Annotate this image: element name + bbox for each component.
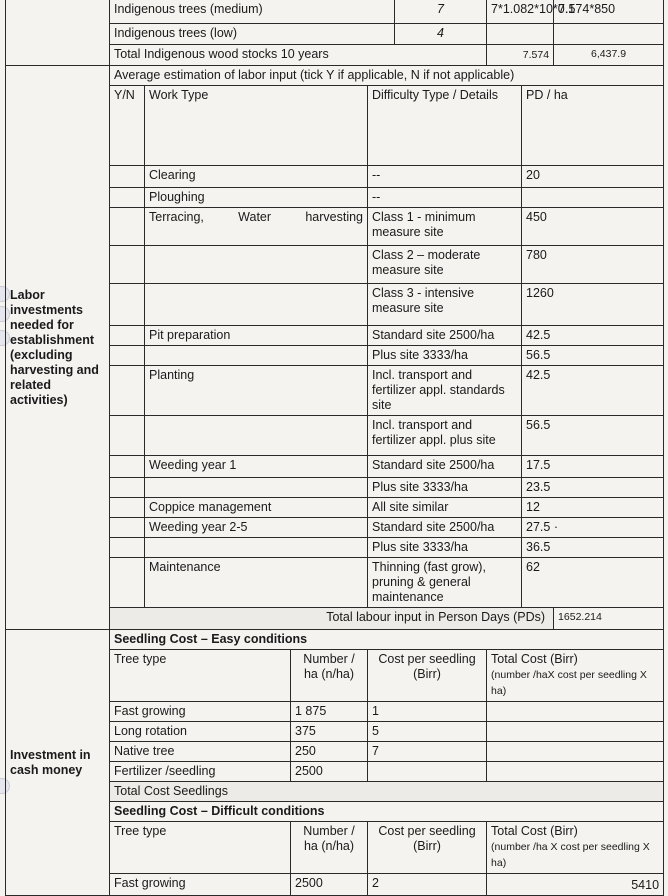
table-row: Class 3 - intensive measure site 1260 (6, 284, 664, 326)
table-row: Long rotation 375 5 (6, 722, 664, 742)
investment-table (5, 0, 664, 896)
table-row (6, 66, 664, 86)
labor-intro: Average estimation of labor input (tick Y if applicable, N if not applicable) (110, 66, 664, 86)
table-row: Ploughing -- (6, 188, 664, 208)
yn-cell[interactable] (110, 518, 145, 538)
indigenous-low-label: Indigenous trees (low) (110, 24, 395, 45)
table-row: Native tree 250 7 (6, 742, 664, 762)
header-difficulty: Difficulty Type / Details (368, 86, 522, 166)
cash-section-label: Investment in cash money (6, 630, 110, 896)
indigenous-medium-result: 7.574*850 (554, 0, 664, 24)
total-cost-note: (number /haX cost per seedling X ha) (491, 669, 647, 697)
table-row: Terracing, Water harvesting Class 1 - minimum measure site 450 (6, 208, 664, 246)
table-row: Plus site 3333/ha 56.5 (6, 346, 664, 366)
header-tree-type: Tree type (110, 650, 291, 702)
yn-cell[interactable] (110, 456, 145, 478)
yn-cell[interactable] (110, 498, 145, 518)
indigenous-medium-formula: 7*1.082*10*0.1 (487, 0, 554, 24)
easy-conditions-title: Seedling Cost – Easy conditions (110, 630, 664, 650)
yn-cell[interactable] (110, 366, 145, 416)
table-row: Fast growing 1 875 1 (6, 702, 664, 722)
table-row: Maintenance Thinning (fast grow), pruning & general maintenance 62 (6, 558, 664, 608)
table-row: Weeding year 2-5 Standard site 2500/ha 27.5 · (6, 518, 664, 538)
yn-cell[interactable] (110, 284, 145, 326)
table-row: Tree type Number / ha (n/ha) Cost per seedling (Birr) Total Cost (Birr) (number /ha X cost per seedling X ha) (6, 822, 664, 874)
indigenous-medium-label: Indigenous trees (medium) (110, 0, 395, 24)
header-work-type: Work Type (145, 86, 368, 166)
indigenous-low-value: 4 (395, 24, 487, 45)
yn-cell[interactable] (110, 558, 145, 608)
yn-cell[interactable] (110, 478, 145, 498)
table-row (6, 0, 664, 24)
table-row: Clearing -- 20 (6, 166, 664, 188)
table-row: Plus site 3333/ha 23.5 (6, 478, 664, 498)
table-row (6, 630, 664, 650)
table-row: Pit preparation Standard site 2500/ha 42.5 (6, 326, 664, 346)
yn-cell[interactable] (110, 208, 145, 246)
header-pd-ha: PD / ha (522, 86, 664, 166)
header-cost-seedling: Cost per seedling (Birr) (368, 650, 487, 702)
yn-cell[interactable] (110, 416, 145, 456)
indigenous-medium-value: 7 (395, 0, 487, 24)
indigenous-total-result: 6,437.9 (554, 45, 664, 66)
yn-cell[interactable] (110, 538, 145, 558)
labor-total-label: Total labour input in Person Days (PDs) (110, 608, 554, 630)
table-row: Planting Incl. transport and fertilizer appl. standards site 42.5 (6, 366, 664, 416)
labor-total-value: 1652.214 (554, 608, 664, 630)
labor-section-label: Labor investments needed for establishment (excluding harvesting and related activities) (6, 66, 110, 630)
header-total-cost: Total Cost (Birr) (number /haX cost per seedling X ha) (487, 650, 664, 702)
indigenous-total-label: Total Indigenous wood stocks 10 years (110, 45, 487, 66)
table-row: Weeding year 1 Standard site 2500/ha 17.5 (6, 456, 664, 478)
yn-cell[interactable] (110, 346, 145, 366)
yn-cell[interactable] (110, 166, 145, 188)
table-row: Fertilizer /seedling 2500 (6, 762, 664, 782)
total-cost-seedlings: Total Cost Seedlings (110, 782, 664, 802)
table-row: Class 2 – moderate measure site 780 (6, 246, 664, 284)
yn-cell[interactable] (110, 246, 145, 284)
blank-label-cell (6, 0, 110, 66)
table-row: Incl. transport and fertilizer appl. plus site 56.5 (6, 416, 664, 456)
header-yn: Y/N (110, 86, 145, 166)
difficult-conditions-title: Seedling Cost – Difficult conditions (110, 802, 664, 822)
table-row: Fast growing 2500 2 5410 (6, 874, 664, 896)
table-row: Plus site 3333/ha 36.5 (6, 538, 664, 558)
indigenous-total-value: 7.574 (487, 45, 554, 66)
yn-cell[interactable] (110, 326, 145, 346)
header-number-ha: Number / ha (n/ha) (291, 650, 368, 702)
yn-cell[interactable] (110, 188, 145, 208)
table-row: Coppice management All site similar 12 (6, 498, 664, 518)
